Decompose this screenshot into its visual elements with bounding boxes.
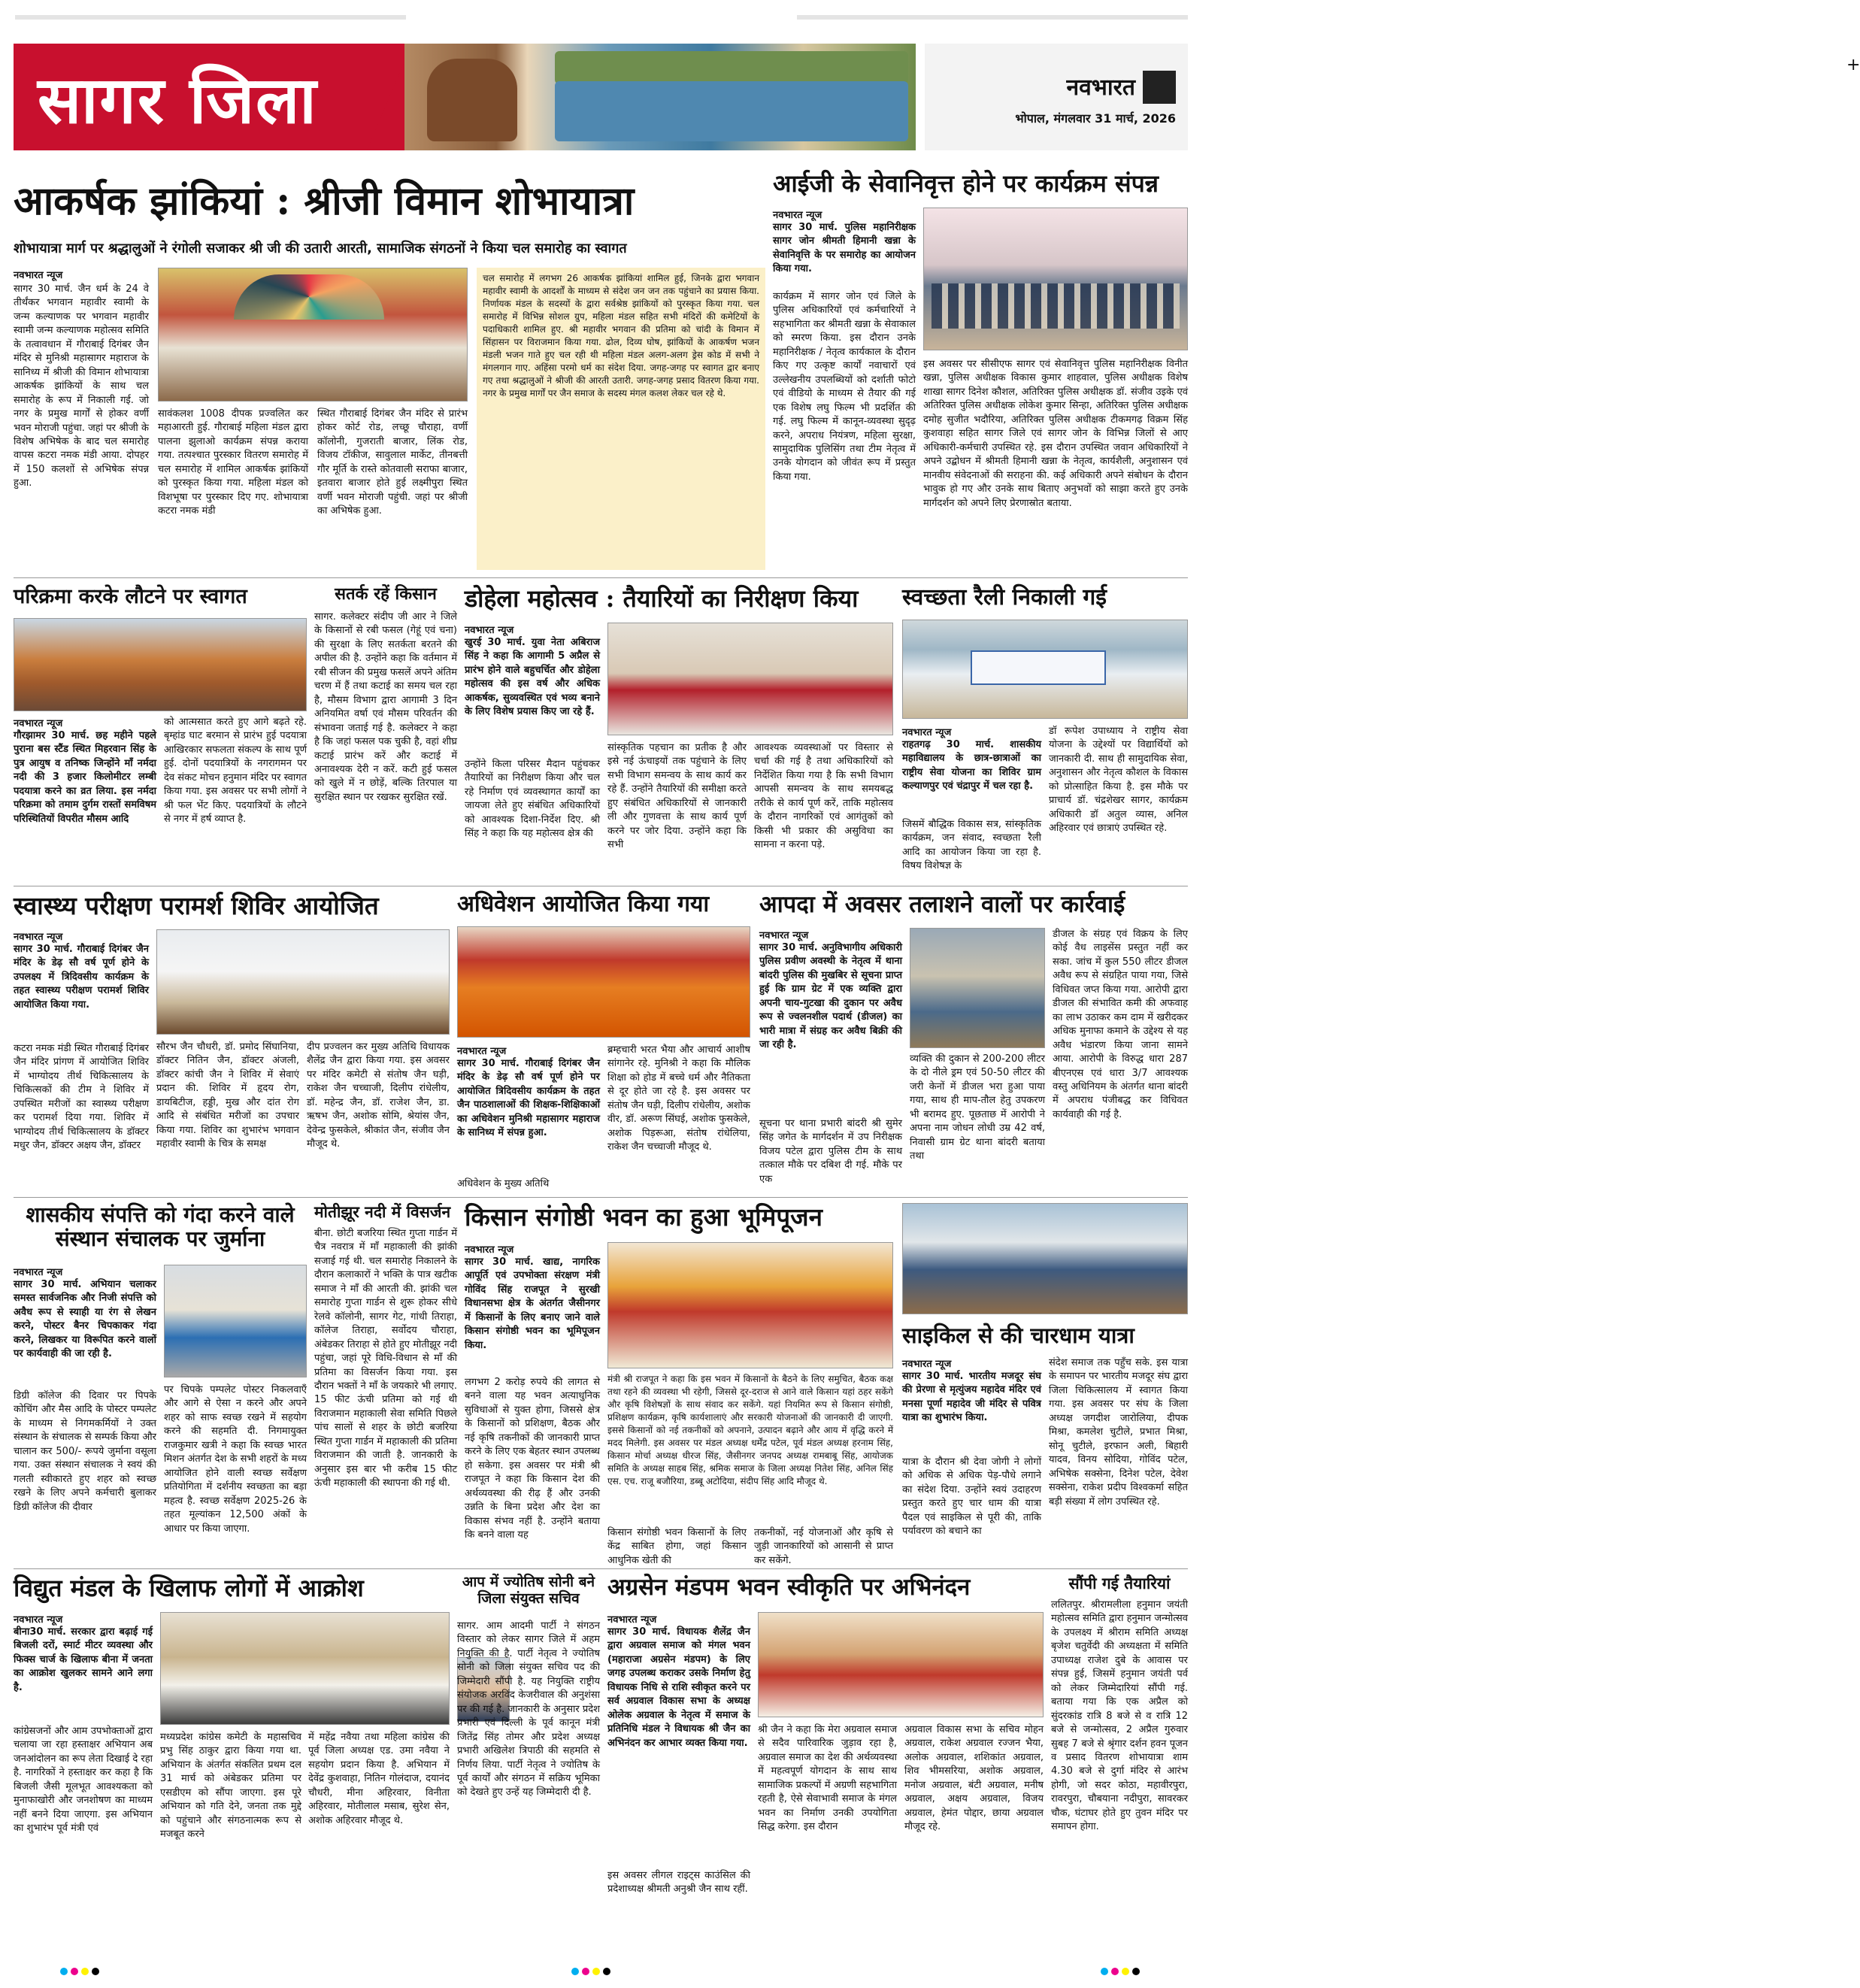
dateline: भोपाल, मंगलवार 31 मार्च, 2026 xyxy=(1015,111,1176,126)
rule-row1 xyxy=(14,577,1188,578)
vidyut-lead: बीना30 मार्च. सरकार द्वारा बढ़ाई गई बिजली दरों, स्मार्ट मीटर व्यवस्था और फिक्स चार्ज के खिलाफ बीना में जनता का आक्रोश खुलकर सामने आने लगा है. xyxy=(14,1626,153,1693)
adhiveshan-lead: सागर 30 मार्च. गौराबाई दिगंबर जैन मंदिर के डेढ़ सौ वर्ष पूर्ण होने पर आयोजित त्रिदिवसीय कार्यक्रम के तहत जैन पाठशालाओं की शिक्षक-शिक्षिकाओं का अधिवेशन मुनिश्री महासागर महाराज के सानिध्य में संपन्न हुआ. xyxy=(457,1058,600,1139)
kisan-sangoshthi-lead: सागर 30 मार्च. खाद्य, नागरिक आपूर्ति एवं उपभोक्ता संरक्षण मंत्री गोविंद सिंह राजपूत ने सुरखी विधानसभा क्षेत्र के अंतर्गत जैसीनगर में किसानों के लिए बनाए जाने वाले किसान संगोष्ठी भवन का भूमिपूजन किया. xyxy=(465,1256,600,1351)
swasthya-photo xyxy=(156,929,450,1035)
swachhta-photo xyxy=(902,620,1188,719)
cycle-byline: नवभारत न्यूज xyxy=(902,1359,952,1370)
reg-dots-left xyxy=(60,1964,102,1978)
agrasen-story xyxy=(607,1574,1044,1920)
photo-statue xyxy=(427,59,517,141)
reg-dots-mid xyxy=(571,1964,613,1978)
apda-story xyxy=(759,892,1188,1192)
lead-photo xyxy=(158,268,468,402)
lead-byline: नवभारत न्यूज xyxy=(14,270,63,281)
swachhta-lead: राहतगढ़ 30 मार्च. शासकीय महाविद्यालय के छात्र-छात्राओं का राष्ट्रीय सेवा योजना का शिविर ग्राम कल्याणपुर एवं चंद्रापुर में चल रहा है. xyxy=(902,739,1041,792)
vidyut-col3: में महेंद्र नवैया तथा महिला कांग्रेस की पूर्व जिला अध्यक्ष एड. उमा नवैया ने सहयोग प्रदान किया है. अभियान में देवेंद्र कुशवाहा, नितिन गोलंदाज, दयानंद चौधरी, मीना अहिरवार, विनीता अहिरवार, मोतीलाल मसाब, सुरेश सेन, अशोक अहिरवार मौजूद थे. xyxy=(308,1732,450,1826)
section-banner xyxy=(14,44,404,150)
kisan-sangoshthi-body: लगभग 2 करोड़ रुपये की लागत से बनने वाला यह भवन अत्याधुनिक सुविधाओं से युक्त होगा, जिससे क्षेत्र के किसानों को प्रशिक्षण, बैठक और नई कृषि तकनीकों की जानकारी प्राप्त करने के लिए एक बेहतर स्थान उपलब्ध हो सकेगा. इस अवसर पर मंत्री श्री राजपूत ने कहा कि किसान देश की अर्थव्यवस्था की रीढ़ हैं और उनकी उन्नति के बिना प्रदेश और देश का विकास संभव नहीं है. उन्होंने बताया कि बनने वाला यह xyxy=(465,1377,600,1541)
ig-body: कार्यक्रम में सागर जोन एवं जिले के पुलिस अधिकारियों एवं कर्मचारियों ने सहभागिता कर श्रीमती खन्ना के सेवाकाल को स्मरण किया. इस दौरान उनके महानिरीक्षक / नेतृत्व कार्यकाल के दौरान किए गए उत्कृष्ट कार्यों नवाचारों एवं उल्लेखनीय उपलब्धियों को दर्शाती फोटो एवं वीडियो के माध्यम से तैयार की गई एक विशेष लघु फिल्म भी प्रदर्शित की गई. लघु फिल्म में कानून-व्यवस्था सुदृढ़ करने, अपराध नियंत्रण, महिला सुरक्षा, सामुदायिक पुलिसिंग तथा टीम नेतृत्व में उनके योगदान को जीवंत रूप में प्रस्तुत किया गया. xyxy=(773,291,916,483)
parikrama-headline: परिक्रमा करके लौटने पर स्वागत xyxy=(14,585,247,608)
masthead xyxy=(14,44,1860,150)
dohela-body: उन्होंने किला परिसर मैदान पहुंचकर तैयारियों का निरीक्षण किया और चल रहे निर्माण एवं व्यवस्थागत कार्यों का जायजा लेते हुए संबंधित अधिकारियों को आवश्यक दिशा-निर्देश दिए. श्री सिंह ने कहा कि यह महोत्सव क्षेत्र की xyxy=(465,759,600,840)
shaskiya-story xyxy=(14,1203,307,1564)
vidyut-col2: मध्यप्रदेश कांग्रेस कमेटी के महासचिव प्रभु सिंह ठाकुर द्वारा किया गया था. अभियान के अंतर्गत संकलित प्रथम दल 31 मार्च को अंबेडकर प्रतिमा पर एसडीएम को सौंपा जाएगा. इस पूरे अभियान को गति देने, जनता तक मुद्दे को पहुंचाने और संगठनात्मक रूप से मजबूत करने xyxy=(160,1732,301,1841)
swasthya-col3: दीप प्रज्वलन कर मुख्य अतिथि विधायक शैलेंद्र जैन द्वारा किया गया. इस अवसर पर मंदिर कमेटी से संतोष जैन घड़ी, राकेश जैन चच्चाजी, दिलीप रांधेलीय, डॉ. महेन्द्र जैन, डॉ. राजेश जैन, डा. ऋषभ जैन, अशोक सोमि, श्रेयांस जैन, देवेन्द्र फुसकेले, श्रीकांत जैन, संजीव जैन मौजूद थे. xyxy=(307,1041,450,1150)
adhiveshan-headline: अधिवेशन आयोजित किया गया xyxy=(457,891,710,917)
motijhul-body: बीना. छोटी बजरिया स्थित गुप्ता गार्डन में चैत्र नवरात्र में माँ महाकाली की झांकी सजाई गई थी. चल समारोह निकालने के दौरान कलाकारों ने भक्ति के पात्र खटीक समाज ने माँ की आरती की. झांकी चल समारोह गुप्ता गार्डन से शुरू होकर सीधे रेलवे कॉलोनी, सागर गेट, गांधी तिराहा, कॉलेज तिराहा, सर्वोदय चौराहा, अंबेडकर तिराहा से होते हुए मोतीझूर नदी पहुंचा, जहां पूरे विधि-विधान से माँ की प्रतिमा का विसर्जन किया गया. इस दौरान भक्तों ने माँ के जयकारे भी लगाए. 15 फीट ऊंची प्रतिमा को गई थी विराजमान महाकाली सेवा समिति पिछले पांच सालों से शहर के छोटी बजरिया स्थित गुप्ता गार्डन में महाकाली की प्रतिमा विराजमान की जाती है. जानकारी के अनुसार इस बार भी करीब 15 फीट ऊंची महाकाली की स्थापना की गई थी. xyxy=(314,1228,457,1489)
photo-trees xyxy=(555,51,908,84)
brand-square xyxy=(1143,71,1176,104)
ig-photo xyxy=(923,208,1188,350)
kisan-sangoshthi-photo xyxy=(607,1242,893,1368)
vidyut-byline: नवभारत न्यूज xyxy=(14,1614,63,1626)
ig-retirement-story xyxy=(773,170,1188,576)
lead-shaded-box: चल समारोह में लगभग 26 आकर्षक झांकियां शामिल हुई, जिनके द्वारा भगवान महावीर स्वामी के आदर्शों के माध्यम से संदेश जन जन तक पहुंचाने का प्रयास किया. निर्णायक मंडल के सदस्यों के द्वारा सर्वश्रेष्ठ झांकियों को पुरस्कृत किया गया. चल समारोह में विभिन्न सोशल ग्रुप, महिला मंडल सहित सभी मंदिरों की कमेटियों के पदाधिकारी शामिल हुए. श्री महावीर भगवान की प्रतिमा को चांदी के विमान में सिंहासन पर विराजमान किया गया. ढोल, दिव्य घोष, झांकियों के आकर्षण भजन मंडली भजन गाते हुए चल रही थी महिला मंडल अलग-अलग ड्रेस कोड में सभी ने मंगलगान गाए. अहिंसा परमो धर्म का संदेश दिया. जगह-जगह पर स्वागत द्वार बनाए गए तथा श्रद्धालुओं ने श्रीजी की आरती उतारी. जगह-जगह प्रसाद वितरण किया गया. नगर के प्रमुख मार्गों पर जैन समाज के सदस्य मंगल कलश लेकर चल रहे थे. xyxy=(477,268,765,570)
parikrama-byline: नवभारत न्यूज xyxy=(14,718,63,729)
saunpi-headline: सौंपी गई तैयारियां xyxy=(1068,1574,1171,1593)
adhiveshan-photo xyxy=(457,926,750,1038)
ig-byline: नवभारत न्यूज xyxy=(773,210,822,221)
color-bar-left xyxy=(15,15,406,20)
lead-headline: आकर्षक झांकियां : श्रीजी विमान शोभायात्रा xyxy=(14,178,635,224)
dohela-byline: नवभारत न्यूज xyxy=(465,625,514,636)
swasthya-col2: सौरभ जैन चौधरी, डॉ. प्रमोद सिंघानिया, डॉक्टर नितिन जैन, डॉक्टर अंजली, डॉक्टर कांची जैन ने शिविर में सेवाएं प्रदान की. शिविर में हृदय रोग, डायबिटीज, हड्डी, मुख और दांत रोग आदि से संबंधित मरीजों का उपचार किया गया. शिविर का शुभारंभ भगवान महावीर स्वामी के चित्र के समक्ष xyxy=(156,1041,299,1150)
swachhta-byline: नवभारत न्यूज xyxy=(902,727,952,738)
swasthya-lead: सागर 30 मार्च. गौराबाई दिगंबर जैन मंदिर के डेढ़ सौ वर्ष पूर्ण होने के उपलक्ष्य में त्रिदिवसीय कार्यक्रम के तहत स्वास्थ्य परीक्षण परामर्श शिविर आयोजित किया गया. xyxy=(14,944,149,1011)
kisan-headline: सतर्क रहें किसान xyxy=(335,584,437,604)
registration-plus-icon: + xyxy=(1846,56,1860,74)
registration-marks-top xyxy=(15,15,1188,21)
kisan-sangoshthi-byline: नवभारत न्यूज xyxy=(465,1244,514,1256)
apda-col2: व्यक्ति की दुकान से 200-200 लीटर के दो नीले ड्रम एवं 50-50 लीटर की जरी केनों में डीजल भरा हुआ पाया गया, साथ ही माप-तौल हेतु उपकरण भी बरामद हुए. पूछताछ में आरोपी ने अपना नाम जोधन लोधी उम्र 42 वर्ष, निवासी ग्राम ग्रेट थाना बांदरी बताया तथा xyxy=(910,1053,1045,1162)
vidyut-photo xyxy=(160,1612,450,1725)
parikrama-col2: को आत्मसात करते हुए आगे बढ़ते रहे. बृम्हांड घाट बरमान से प्रारंभ हुई पदयात्रा आखिरकार सफलता संकल्प के साथ पूर्ण हुई. दोनों पदयात्रियों के नगरागमन पर देव संकट मोचन हनुमान मंदिर पर स्वागत किया गया. इस अवसर पर सभी लोगों ने श्री फल भेंट किए. पदयात्रियों के लौटने से नगर में हर्ष व्याप्त है. xyxy=(164,717,307,826)
photo-lake xyxy=(555,81,908,141)
swachhta-col2: डॉ रूपेश उपाध्याय ने राष्ट्रीय सेवा योजना के उद्देश्यों पर विद्यार्थियों को जानकारी दी. साथ ही सामुदायिक सेवा, अनुशासन और नेतृत्व कौशल के विकास को प्रोत्साहित किया है. इस मौके पर प्राचार्य डॉ. चंद्रशेखर सागर, कार्यक्रम अधिकारी डॉ अतुल व्यास, अनिल अहिरवार एवं छात्राएं उपस्थित रहे. xyxy=(1049,726,1188,835)
section-title: सागर जिला xyxy=(38,62,318,138)
kisan-body: सागर. कलेक्टर संदीप जी आर ने जिले के किसानों से रबी फसल (गेहूं एवं चना) की सुरक्षा के लिए सतर्कता बरतने की अपील की है. उन्होंने कहा कि वर्तमान में रबी सीजन की प्रमुख फसलें अपने अंतिम चरण में हैं तथा कटाई का समय चल रहा है, मौसम विभाग द्वारा आगामी 3 दिन अनियमित वर्षा एवं मौसम परिवर्तन की संभावना जताई गई है. कलेक्टर ने कहा है कि जहां फसल पक चुकी है, वहां शीघ्र कटाई प्रारंभ करें और कटाई में अनावश्यक देरी न करें. कटी हुई फसल को खुले में न छोड़ें, बल्कि तिरपाल या सुरक्षित स्थान पर रखकर सुरक्षित रखें. xyxy=(314,611,457,803)
newspaper-brand: नवभारत xyxy=(1066,74,1135,101)
swachhta-body: जिसमें बौद्धिक विकास सत्र, सांस्कृतिक कार्यक्रम, जन संवाद, स्वच्छता रैली आदि का आयोजन किया जा रहा है. विषय विशेषज्ञ के xyxy=(902,819,1041,872)
rule-row3 xyxy=(14,1197,1188,1198)
dohela-col2: सांस्कृतिक पहचान का प्रतीक है और इसे नई ऊंचाइयों तक पहुंचाने के लिए सभी विभाग समन्वय के साथ कार्य कर रहे हैं. उन्होंने तैयारियों की समीक्षा करते हुए संबंधित अधिकारियों से जानकारी ली और गुणवत्ता के साथ कार्य पूर्ण करने पर जोर दिया. उन्होंने कहा कि सभी xyxy=(607,742,747,851)
city-photo-strip xyxy=(404,44,916,150)
reg-dots-right xyxy=(1101,1964,1143,1978)
shaskiya-col2: पर चिपके पम्पलेट पोस्टर निकलवाएँ और आगे से ऐसा न करने और अपने शहर को साफ स्वच्छ रखने में सहयोग करने की सहमति दी. निगमायुक्त राजकुमार खत्री ने कहा कि स्वच्छ भारत मिशन अंतर्गत देश के सभी शहरों के मध्य आयोजित होने वाली स्वच्छ सर्वेक्षण प्रतियोगिता में दर्शनीय स्वच्छता का बड़ा महत्व है. स्वच्छ सर्वेक्षण 2025-26 के तहत मूल्यांकन 12,500 अंकों के आधार पर किया जाएगा. xyxy=(164,1384,307,1535)
cycle-photo xyxy=(902,1203,1188,1314)
dohela-story xyxy=(465,585,893,901)
agrasen-lead: सागर 30 मार्च. विधायक शैलेंद्र जैन द्वारा अग्रवाल समाज को मंगल भवन (महाराजा अग्रसेन मंडपम) के लिए जगह उपलब्ध कराकर उसके निर्माण हेतु विधायक निधि से राशि स्वीकृत करने पर सर्व अग्रवाल विकास सभा के अध्यक्ष ओलेक अग्रवाल के नेतृत्व में समाज के प्रतिनिधि मंडल ने विधायक श्री जैन का अभिनंदन कर आभार व्यक्त किया गया. xyxy=(607,1626,750,1749)
parikrama-story xyxy=(14,585,307,901)
lead-col2: सावंकलश 1008 दीपक प्रज्वलित कर महाआरती हुई. गौराबाई महिला मंडल द्वारा पालना झुलाओ कार्यक्रम संपन्न कराया गया. तत्पश्चात पुरस्कार वितरण समारोह में चल समारोह में शामिल आकर्षक झांकियों को पुरस्कृत किया गया. महिला मंडल को विशभूषा पर पुरस्कार दिए गए. शोभायात्रा कटरा नमक मंडी xyxy=(158,408,308,517)
color-bar-right xyxy=(797,15,1188,20)
swachhta-headline: स्वच्छता रैली निकाली गई xyxy=(902,584,1107,611)
shaskiya-byline: नवभारत न्यूज xyxy=(14,1267,63,1278)
vidyut-headline: विद्युत मंडल के खिलाफ लोगों में आक्रोश xyxy=(14,1574,364,1602)
parikrama-body: गौरझामर 30 मार्च. छह महीने पहले पुराना बस स्टैंड स्थित मिहरवान सिंह के पुत्र आयुष व तनिष्क जिन्होंने माँ नर्मदा नदी की 3 हजार किलोमीटर लम्बी पदयात्रा करने का व्रत लिया. इस नर्मदा परिक्रमा को तमाम दुर्गम रास्तों समविषम परिस्थितियों विपरीत मौसम आदि xyxy=(14,730,156,825)
agrasen-headline: अग्रसेन मंडपम भवन स्वीकृति पर अभिनंदन xyxy=(607,1574,971,1601)
adhiveshan-body: अधिवेशन के मुख्य अतिथि xyxy=(457,1178,550,1189)
lead-story xyxy=(14,179,765,570)
ig-headline: आईजी के सेवानिवृत्त होने पर कार्यक्रम संपन्न xyxy=(773,169,1159,198)
cycle-lead: सागर 30 मार्च. भारतीय मजदूर संघ की प्रेरणा से मृत्युंजय महादेव मंदिर एवं मनसा पूर्णा महादेव जी मंदिर से पवित्र यात्रा का शुभारंभ किया. xyxy=(902,1371,1041,1424)
apda-col3: डीजल के संग्रह एवं विक्रय के लिए कोई वैध लाइसेंस प्रस्तुत नहीं कर सका. जांच में कुल 550 लीटर डीजल अवैध रूप से संग्रहित पाया गया, जिसे विधिवत जप्त किया गया. आरोपी द्वारा डीजल की संभावित कमी की अफवाह का लाभ उठाकर कम दाम में खरीदकर अधिक मुनाफा कमाने के उद्देश्य से यह अवैध भंडारण किया जाना सामने आया. आरोपी के विरुद्ध धारा 287 बीएनएस एवं धारा 3/7 आवश्यक वस्तु अधिनियम के अंतर्गत थाना बांदरी में अपराध पंजीबद्ध कर विधिवत कार्यवाही की गई है. xyxy=(1053,929,1188,1120)
apda-lead: सागर 30 मार्च. अनुविभागीय अधिकारी पुलिस प्रवीण अवस्थी के नेतृत्व में थाना बांदरी पुलिस की मुखबिर से सूचना प्राप्त हुई कि ग्राम ग्रेट में एक व्यक्ति द्वारा अपनी चाय-गुटखा की दुकान पर अवैध रूप से ज्वलनशील पदार्थ (डीजल) का भारी मात्रा में संग्रह कर अवैध बिक्री की जा रही है. xyxy=(759,942,902,1051)
lead-deck: शोभायात्रा मार्ग पर श्रद्धालुओं ने रंगोली सजाकर श्री जी की उतारी आरती, सामाजिक संगठनों ने किया चल समारोह का स्वागत xyxy=(14,241,627,256)
swasthya-headline: स्वास्थ्य परीक्षण परामर्श शिविर आयोजित xyxy=(14,891,379,920)
lead-col1: सागर 30 मार्च. जैन धर्म के 24 वे तीर्थंकर भगवान महावीर स्वामी के जन्म कल्याणक पर भगवान महावीर स्वामी जन्म कल्याणक महोत्सव समिति के तत्वावधान में गौराबाई दिगंबर जैन मंदिर से मुनिश्री महासागर महाराज के सानिध्य में श्रीजी की विमान शोभायात्रा आकर्षक झांकियों के साथ चल समारोह के रूप में निकाली गई. जो नगर के प्रमुख मार्गों से होकर वर्णी भवन मोराजी पहुंचा. जहां पर श्रीजी के विशेष अभिषेक के बाद चल समारोह वापस कटरा नमक मंडी आया. दोपहर में 150 कलशों से अभिषेक संपन्न हुआ. xyxy=(14,283,149,489)
kisan-sangoshthi-story xyxy=(465,1203,893,1564)
swasthya-body: कटरा नमक मंडी स्थित गौराबाई दिगंबर जैन मंदिर प्रांगण में आयोजित शिविर में भाग्योदय तीर्थ चिकित्सालय के चिकित्सकों की टीम ने शिविर में उपस्थित मरीजों का स्वास्थ्य परीक्षण कर परामर्श दिया गया. शिविर में भाग्योदय तीर्थ चिकित्सालय के डॉक्टर मधुर जैन, डॉक्टर अक्षय जैन, डॉक्टर xyxy=(14,1043,149,1152)
agrasen-col2: श्री जैन ने कहा कि मेरा अग्रवाल समाज से सदैव पारिवारिक जुड़ाव रहा है, अग्रवाल समाज का देश की अर्थव्यवस्था में महत्वपूर्ण योगदान के साथ साथ सामाजिक प्रकल्पों में अग्रणी सहभागिता रहती है, ऐसे सेवाभावी समाज के मंगल भवन का निर्माण उनकी उपयोगिता सिद्ध करेगा. इस दौरान xyxy=(758,1724,897,1833)
motijhul-headline: मोतीझूर नदी में विसर्जन xyxy=(314,1202,451,1221)
agrasen-byline: नवभारत न्यूज xyxy=(607,1614,657,1626)
parikrama-photo xyxy=(14,618,307,711)
kisan-sangoshthi-col2: किसान संगोष्ठी भवन किसानों के लिए केंद्र साबित होगा, जहां किसान आधुनिक खेती की xyxy=(607,1527,747,1566)
adhiveshan-byline: नवभारत न्यूज xyxy=(457,1046,507,1057)
kisan-sangoshthi-headline: किसान संगोष्ठी भवन का हुआ भूमिपूजन xyxy=(465,1202,822,1232)
dohela-lead: खुरई 30 मार्च. युवा नेता अबिराज सिंह ने कहा कि आगामी 5 अप्रैल से प्रारंभ होने वाले बहुचर्चित और डोहेला महोत्सव की इस वर्ष और अधिक आकर्षक, सुव्यवस्थित एवं भव्य बनाने के लिए विशेष प्रयास किए जा रहे हैं. xyxy=(465,637,600,718)
dohela-col3: आवश्यक व्यवस्थाओं पर विस्तार से चर्चा की गई है तथा अधिकारियों को निर्देशित किया गया है कि सभी विभाग आपसी समन्वय के साथ समयबद्ध तरीके से कार्य पूर्ण करें, ताकि महोत्सव के दौरान नागरिकों एवं आगंतुकों को किसी भी प्रकार की असुविधा का सामना न करना पड़े. xyxy=(754,742,893,851)
shaskiya-body: डिग्री कॉलेज की दिवार पर पिपके कोचिंग और मैस आदि के पोस्टर पम्पलेट के माध्यम से निगमकर्मियों ने उक्त संस्थान के संचालक से सम्पर्क किया और चालान कर 500/- रूपये जुर्माना वसूला गया. उक्त संस्थान संचालक ने स्वयं की गलती स्वीकारते हुए शहर को स्वच्छ रखने के लिए अपने कर्मचारी बुलाकर डिग्री कॉलेज की दीवार xyxy=(14,1390,156,1513)
lead-col3: स्थित गौराबाई दिगंबर जैन मंदिर से प्रारंभ होकर कोर्ट रोड, लच्छू चौराहा, वर्णी कॉलोनी, गुजराती बाजार, लिंक रोड, विजय टॉकीज, सावुलाल मार्केट, तीनबत्ती गौर मूर्ति के रास्ते कोतवाली सराफा बाजार, इतवारा बाजार होते हुई लक्ष्मीपुरा स्थित वर्णी भवन मोराजी पहुंची. जहां पर श्रीजी का अभिषेक हुआ. xyxy=(317,408,468,517)
brand-box xyxy=(925,44,1860,150)
adhiveshan-story xyxy=(457,892,750,1192)
saunpi-story xyxy=(1051,1574,1188,1920)
ig-body2: इस अवसर पर सीसीएफ सागर एवं सेवानिवृत्त पुलिस महानिरीक्षक विनीत खन्ना, पुलिस अधीक्षक विकास कुमार शाहवाल, पुलिस अधीक्षक विशेष शाखा सागर दिनेश कौशल, अतिरिक्त पुलिस अधीक्षक डॉ. संजीव उइके एवं अतिरिक्त पुलिस अधीक्षक लोकेश कुमार सिन्हा, अतिरिक्त पुलिस अधीक्षक दमोह सुजीत भदौरिया, अतिरिक्त पुलिस अधीक्षक टीकमगढ़ विक्रम सिंह कुशवाहा सहित सागर जिले एवं सागर जोन के विभिन्न जिलों से आए अधिकारी-कर्मचारी उपस्थित रहे. इस दौरान उपस्थित जवान अधिकारियों ने अपने उद्बोधन में श्रीमती हिमानी खन्ना के नेतृत्व, कार्यशैली, अनुशासन एवं मानवीय संवेदनाओं की सराहना की. कई अधिकारी अपने संबोधन के दौरान भावुक हो गए और उनके साथ बिताए अनुभवों को साझा करते हुए उनके मार्गदर्शन को अपने लिए प्रेरणास्रोत बताया. xyxy=(923,359,1188,509)
agrasen-col3: अग्रवाल विकास सभा के सचिव मोहन अग्रवाल, राकेश अग्रवाल रज्जन भैया, अलोक अग्रवाल, शशिकांत अग्रवाल, शिव भीमसरिया, अशोक अग्रवाल, मनोज अग्रवाल, बंटी अग्रवाल, मनीष अग्रवाल, अक्षय अग्रवाल, विजय अग्रवाल, हेमंत पोद्दार, छाया अग्रवाल मौजूद रहे. xyxy=(904,1724,1044,1833)
cycle-story xyxy=(902,1203,1188,1564)
apda-headline: आपदा में अवसर तलाशने वालों पर कार्रवाई xyxy=(759,891,1125,918)
dohela-photo xyxy=(607,623,893,735)
swasthya-byline: नवभारत न्यूज xyxy=(14,932,63,943)
agrasen-body: इस अवसर लीगल राइट्स काउंसिल की प्रदेशाध्यक्ष श्रीमती अनुश्री जैन साथ रहीं. xyxy=(607,1870,750,1896)
kisan-sangoshthi-col3: तकनीकों, नई योजनाओं और कृषि से जुड़ी जानकारियों को आसानी से प्राप्त कर सकेंगे. xyxy=(754,1527,893,1566)
ig-lead: सागर 30 मार्च. पुलिस महानिरीक्षक सागर जोन श्रीमती हिमानी खन्ना के सेवानिवृत्ति के पर समारोह का आयोजन किया गया. xyxy=(773,222,916,275)
apda-byline: नवभारत न्यूज xyxy=(759,930,809,941)
vidyut-body: कांग्रेसजनों और आम उपभोक्ताओं द्वारा चलाया जा रहा हस्ताक्षर अभियान अब जनआंदोलन का रूप लेता दिखाई दे रहा है. नागरिकों ने हस्ताक्षर कर कहा है कि बिजली जैसी मूलभूत आवश्यकता को मुनाफाखोरी और जनशोषण का माध्यम नहीं बनने दिया जाएगा. इस अभियान का शुभारंभ पूर्व मंत्री एवं xyxy=(14,1726,153,1835)
registration-marks-bottom xyxy=(0,1956,1203,1979)
jyotish-headline: आप में ज्योतिष सोनी बने जिला संयुक्त सचिव xyxy=(462,1574,595,1607)
shaskiya-photo xyxy=(164,1265,307,1377)
rule-row4 xyxy=(14,1568,1188,1569)
apda-body: सूचना पर थाना प्रभारी बांदरी श्री सुमेर सिंह जगेत के मार्गदर्शन में उप निरीक्षक विजय पटेल द्वारा पुलिस टीम के साथ तत्काल मौके पर दबिश दी गई. मौके पर एक xyxy=(759,1118,902,1185)
cycle-body: यात्रा के दौरान श्री देवा जोगी ने लोगों को अधिक से अधिक पेड़-पौधे लगाने का संदेश दिया. उन्होंने स्वयं उदाहरण प्रस्तुत करते हुए चार धाम की यात्रा पैदल एवं साइकिल से पूरी की, ताकि पर्यावरण को बचाने का xyxy=(902,1456,1041,1538)
swachhta-story xyxy=(902,585,1188,901)
swasthya-story xyxy=(14,892,450,1192)
kisan-sangoshthi-quote: मंत्री श्री राजपूत ने कहा कि इस भवन में किसानों के बैठने के लिए समुचित, बैठक कक्ष तथा रहने की व्यवस्था भी रहेगी, जिससे दूर-दराज से आने वाले किसान यहां ठहर सकेंगे और कृषि विशेषज्ञों के साथ संवाद कर सकेंगे. यहां नियमित रूप से किसान संगोष्ठी, प्रशिक्षण कार्यक्रम, कृषि कार्यशालाएं और सरकारी योजनाओं की जानकारी दी जाएगी. इससे किसानों को नई तकनीकों को अपनाने, उत्पादन बढ़ाने और आय में वृद्धि करने में मदद मिलेगी. इस अवसर पर मंडल अध्यक्ष धर्मेंद्र पटेल, पूर्व मंडल अध्यक्ष हरनाम सिंह, किसान मोर्चा अध्यक्ष धीरज सिंह, जैसीनगर जनपद अध्यक्ष रामबाबू सिंह, आयोजक समिति के अध्यक्ष साहब सिंह, श्रमिक समाज के जिला अध्यक्ष नितेश सिंह, अनिल सिंह एस. एच. राजू बजौरिया, डब्बू अटोदिया, संदीप सिंह आदि मौजूद थे. xyxy=(607,1374,893,1487)
shaskiya-headline: शासकीय संपत्ति को गंदा करने वाले संस्थान संचालक पर जुर्माना xyxy=(26,1202,295,1252)
cycle-col2: संदेश समाज तक पहुँच सके. इस यात्रा के समापन पर भारतीय मजदूर संघ द्वारा जिला चिकित्सालय में स्वागत किया गया. इस अवसर पर संघ के जिला अध्यक्ष जगदीश जारोलिया, दीपक मिश्रा, कमलेश चुटीले, प्रभात मिश्रा, सोनू चुटीले, इरफान अली, बिहारी यादव, विनय सोदिया, गोविंद पटेल, अभिषेक सक्सेना, दिनेश पटेल, देवेश सक्सेना, राकेश प्रदीप विश्वकर्मा सहित बड़ी संख्या में लोग उपस्थित रहे. xyxy=(1049,1357,1188,1508)
dohela-headline: डोहेला महोत्सव : तैयारियों का निरीक्षण किया xyxy=(465,584,859,613)
saunpi-body: ललितपुर. श्रीरामलीला हनुमान जयंती महोत्सव समिति द्वारा हनुमान जन्मोत्सव के उपलक्ष्य में श्रीराम समिति अध्यक्ष बृजेश चतुर्वेदी की अध्यक्षता में समिति उपाध्यक्ष राजेश दुबे के आवास पर संपन्न हुई, जिसमें हनुमान जयंती पर्व को लेकर जिम्मेदारियां सौंपी गई. बताया गया कि एक अप्रैल को सुंदरकांड रात्रि 8 बजे से व रात्रि 12 बजे से जन्मोत्सव, 2 अप्रैल गुरुवार सुबह 7 बजे से श्रृंगार दर्शन हवन पूजन व प्रसाद वितरण शोभायात्रा शाम 4.30 बजे से दुर्गा मंदिर से आरंभ होगी, जो सदर कोठा, महावीरपुरा, रावरपुरा, चौबयाना नदीपुरा, सावरकर चौक, घंटाघर होते हुए तुवन मंदिर पर समापन होगा. xyxy=(1051,1599,1188,1833)
shaskiya-lead: सागर 30 मार्च. अभियान चलाकर समस्त सार्वजनिक और निजी संपत्ति को अवैध रूप से स्याही या रंग से लेखन करने, पोस्टर बैनर चिपकाकर गंदा करने, लिखकर या विरूपित करने वालों पर कार्यवाही की जा रही है. xyxy=(14,1279,156,1360)
kisan-alert-story xyxy=(314,585,457,901)
cycle-headline: साइकिल से की चारधाम यात्रा xyxy=(902,1323,1134,1348)
apda-photo xyxy=(910,928,1045,1048)
jyotish-body: सागर. आम आदमी पार्टी ने संगठन विस्तार को लेकर सागर जिले में अहम नियुक्ति की है. पार्टी नेतृत्व ने ज्योतिष सोनी को जिला संयुक्त सचिव पद की जिम्मेदारी सौंपी है. यह नियुक्ति राष्ट्रीय संयोजक अरविंद केजरीवाल की अनुशंसा पर की गई है. जानकारी के अनुसार प्रदेश प्रभारी एवं दिल्ली के पूर्व कानून मंत्री जितेंद्र सिंह तोमर और प्रदेश अध्यक्ष प्रभारी अखिलेश त्रिपाठी की सहमति से निर्णय लिया. पार्टी नेतृत्व ने ज्योतिष के पूर्व कार्यों और संगठन में सक्रिय भूमिका को देखते हुए उन्हें यह जिम्मेदारी दी है. xyxy=(457,1620,600,1799)
adhiveshan-col2: ब्रम्हचारी भरत भैया और आचार्य आशीष सांगानेर रहे. मुनिश्री ने कहा कि मौलिक शिक्षा को होड में बच्चे धर्म और नैतिकता से दूर होते जा रहे है. इस अवसर पर संतोष जैन घड़ी, दिलीप रांधेलीय, अशोक वीर, डॉ. अरूण सिंघई, अशोक फुसकेले, अशोक पिड़रूआ, संतोष रांधेलिया, राकेश जैन चच्चाजी मौजूद थे. xyxy=(607,1044,750,1153)
agrasen-photo xyxy=(758,1612,1044,1717)
jyotish-story xyxy=(457,1574,600,1920)
vidyut-story xyxy=(14,1574,450,1920)
motijhul-story xyxy=(314,1203,457,1564)
